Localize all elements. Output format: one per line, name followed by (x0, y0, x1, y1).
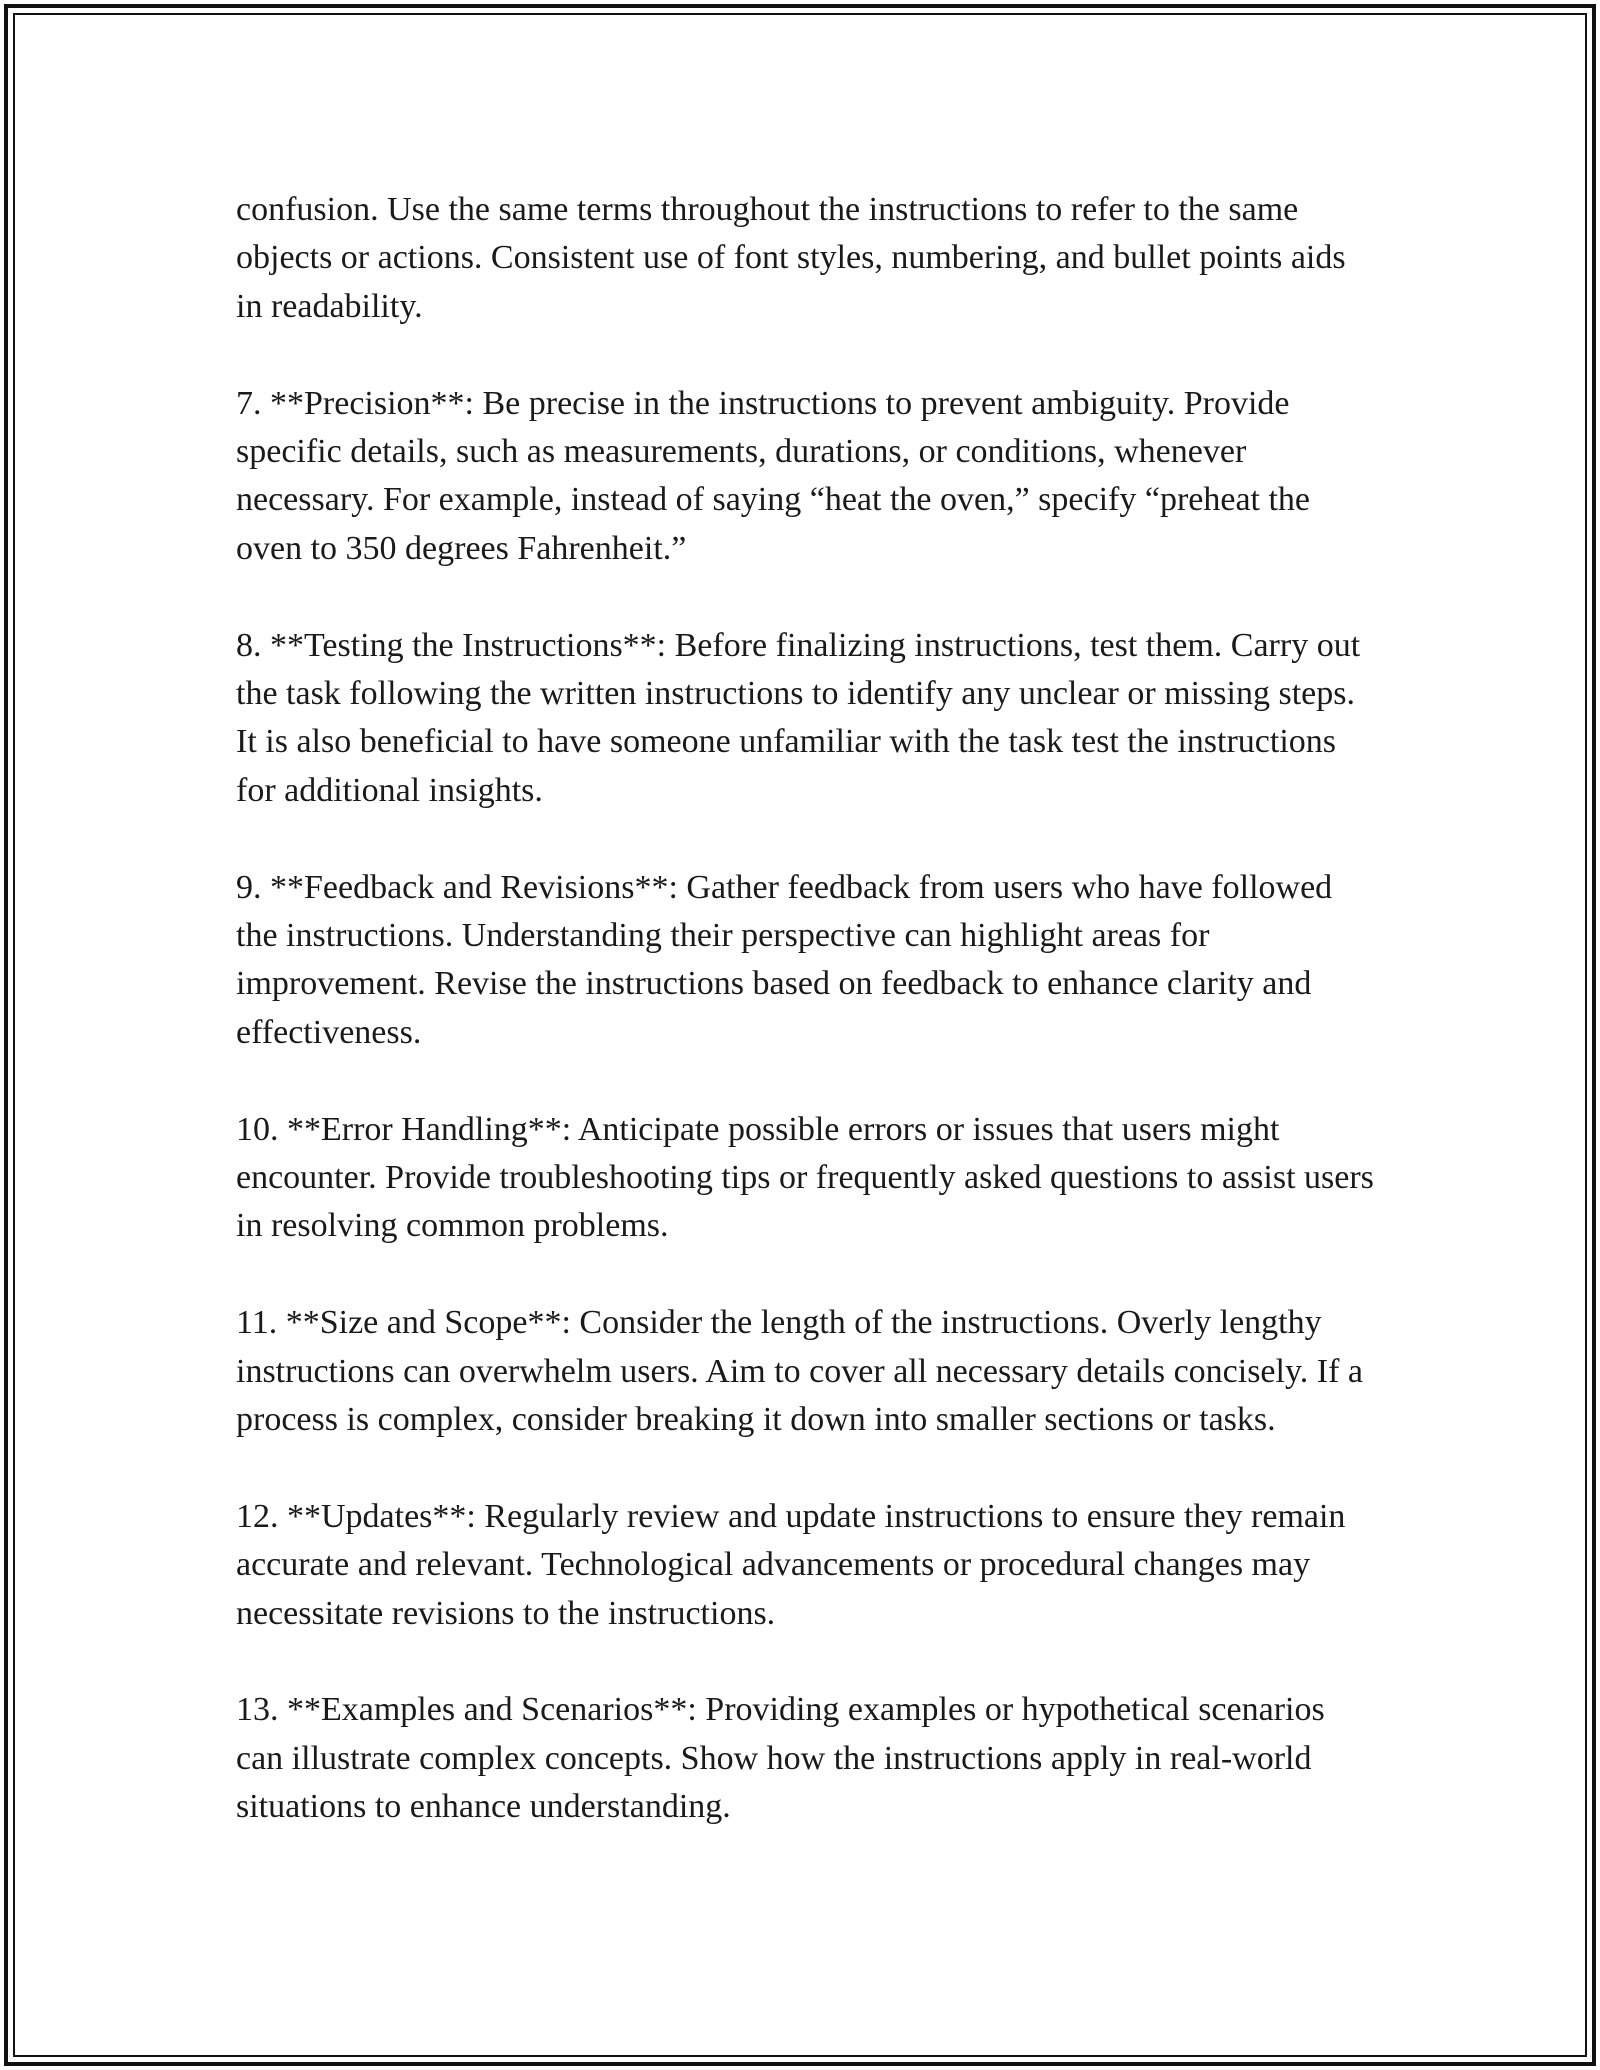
paragraph-updates: 12. **Updates**: Regularly review and update instructions to ensure they remain accurate and relevant. Technological advancements or procedural changes may necessitate revisions to the instructions. (236, 1497, 1346, 1632)
paragraph-size-scope: 11. **Size and Scope**: Consider the length of the instructions. Overly lengthy instructions can overwhelm users. Aim to cover all necessary details concisely. If a process is complex, consider breaking it down into smaller sections or tasks. (236, 1304, 1363, 1439)
paragraph-feedback-revisions: 9. **Feedback and Revisions**: Gather feedback from users who have followed the instructions. Understanding their perspective can highlight areas for improvement. Revise the instructions based on feedback to enhance clarity and effectiveness. (236, 868, 1333, 1051)
paragraph-precision: 7. **Precision**: Be precise in the instructions to prevent ambiguity. Provide specific details, such as measurements, durations, or conditions, whenever necessary. For example, instead of saying “heat the oven,” specify “preheat the oven to 350 degrees Fahrenheit.” (236, 384, 1311, 567)
paragraph-testing-instructions: 8. **Testing the Instructions**: Before finalizing instructions, test them. Carry out the task following the written instructions to identify any unclear or missing steps. It is also beneficial to have someone unfamiliar with the task test the instructions for additional insights. (236, 626, 1361, 809)
paragraph-error-handling: 10. **Error Handling**: Anticipate possible errors or issues that users might encounter. Provide troubleshooting tips or frequently asked questions to assist users in resolving common problems. (236, 1110, 1374, 1245)
document-body (236, 186, 1376, 1832)
paragraph-examples-scenarios: 13. **Examples and Scenarios**: Providing examples or hypothetical scenarios can illustrate complex concepts. Show how the instructions apply in real-world situations to enhance understanding. (236, 1691, 1325, 1826)
paragraph-continuation: confusion. Use the same terms throughout the instructions to refer to the same objects or actions. Consistent use of font styles, numbering, and bullet points aids in readability. (236, 191, 1346, 325)
